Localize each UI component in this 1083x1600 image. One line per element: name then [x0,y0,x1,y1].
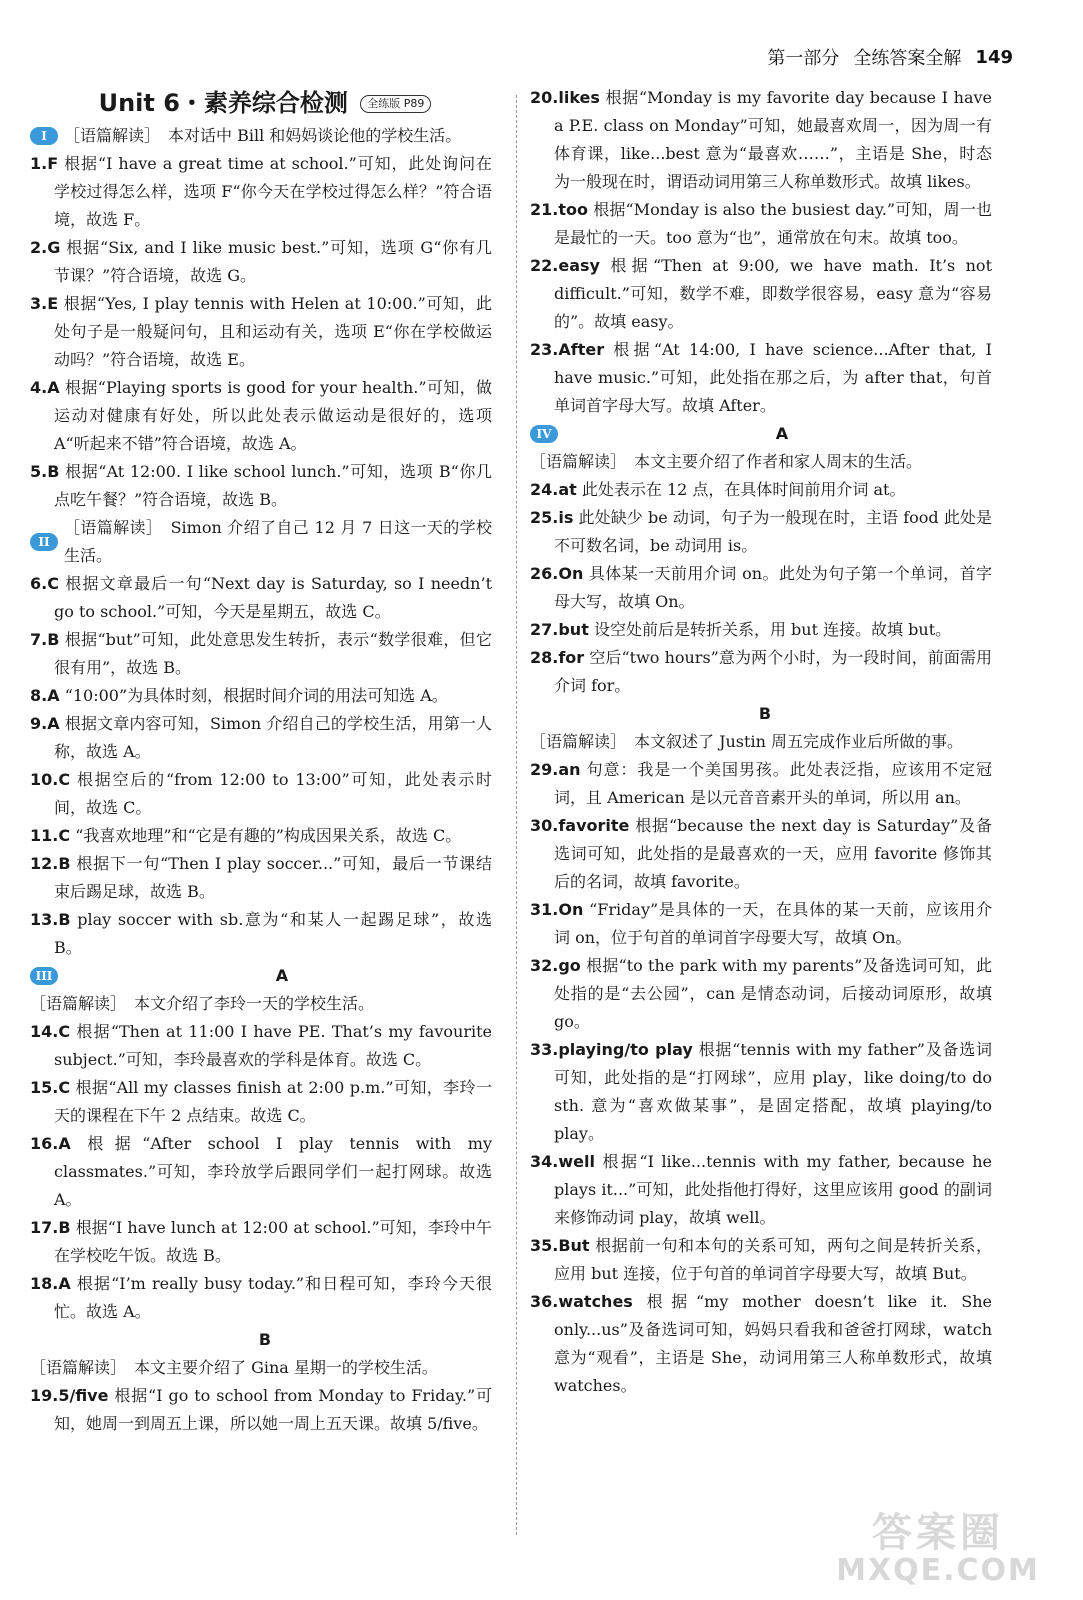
answer-list [530,84,1000,420]
answer-number: 16.A [30,1134,71,1153]
answer-explanation: 根据“I’m really busy today.”和日程可知，李玲今天很忙。故选 A。 [54,1274,492,1321]
section-2-intro [30,514,500,570]
answer-explanation: “我喜欢地理”和“它是有趣的”构成因果关系，故选 C。 [75,826,462,845]
answer-number: 32.go [530,956,581,975]
answer-explanation: 根据“to the park with my parents”及备选词可知，此处指的是“去公园”，can 是情态动词，后接动词原形，故填 go。 [554,956,992,1031]
answer-item [530,756,1000,812]
sub-section-label: B [758,704,772,723]
section-badge: II [30,533,58,551]
answer-explanation: 根据“Yes, I play tennis with Helen at 10:00.”可知，此处句子是一般疑问句，且和运动有关，选项 E“你在学校做运动吗？”符合语境，故选 E。 [54,294,492,369]
answer-item [30,766,500,822]
answer-number: 1.F [30,154,59,173]
answer-number: 20.likes [530,88,600,107]
answer-item [30,1270,500,1326]
answer-item [30,1074,500,1130]
answer-number: 3.E [30,294,59,313]
answer-number: 21.too [530,200,588,219]
answer-explanation: 根据“Then at 9:00, we have math. It’s not difficult.”可知，数学不难，即数学很容易，easy 意为“容易的”。故填 easy。 [554,256,992,331]
answer-number: 30.favorite [530,816,630,835]
answer-number: 34.well [530,1152,595,1171]
answer-item [30,1018,500,1074]
intro-text: ［语篇解读］ 本文主要介绍了作者和家人周末的生活。 [530,452,923,471]
answer-explanation: 根据“because the next day is Saturday”及备选词可知，此处指的是最喜欢的一天，应用 favorite 修饰其后的名词，故填 favorite。 [554,816,992,891]
left-column [30,84,500,1438]
intro-text: ［语篇解读］ 本文介绍了李玲一天的学校生活。 [30,994,375,1013]
answer-number: 10.C [30,770,71,789]
answer-number: 27.but [530,620,589,639]
subtitle-label: 全练答案全解 [853,48,962,69]
answer-item [530,1036,1000,1148]
answer-number: 26.On [530,564,584,583]
answer-explanation: 根据“Monday is also the busiest day.”可知，周一也是最忙的一天。too 意为“也”，通常放在句末。故填 too。 [554,200,992,247]
answer-number: 28.for [530,648,585,667]
answer-number: 4.A [30,378,60,397]
answer-number: 24.at [530,480,577,499]
answer-number: 33.playing/to play [530,1040,693,1059]
section-4-head [530,420,1000,448]
answer-explanation: 根据“I go to school from Monday to Friday.”可知，她周一到周五上课，所以她一周上五天课。故填 5/five。 [54,1386,492,1433]
answer-explanation: 根据“After school I play tennis with my classmates.”可知，李玲放学后跟同学们一起打网球。故选 A。 [54,1134,492,1209]
answer-item [30,682,500,710]
answer-explanation: 根据“tennis with my father”及备选词可知，此处指的是“打网球”，应用 play，like doing/to do sth. 意为“喜欢做某事”，是固定搭配，故填 playing/to play。 [554,1040,992,1143]
column-divider [516,95,517,1535]
answer-explanation: 根据“but”可知，此处意思发生转折，表示“数学很难，但它很有用”，故选 B。 [54,630,492,677]
answer-explanation: 根据前一句和本句的关系可知，两句之间是转折关系，应用 but 连接，位于句首的单词首字母要大写，故填 But。 [554,1236,992,1283]
answer-item [530,1288,1000,1400]
answer-number: 18.A [30,1274,71,1293]
answer-item [30,1130,500,1214]
answer-number: 2.G [30,238,61,257]
answer-item [30,906,500,962]
answer-explanation: 根据下一句“Then I play soccer...”可知，最后一节课结束后踢足球，故选 B。 [54,854,492,901]
section-badge: I [30,127,58,145]
answer-item [30,850,500,906]
answer-number: 11.C [30,826,71,845]
answer-list [30,570,500,962]
answer-number: 5.B [30,462,60,481]
answer-item [30,374,500,458]
section-badge: IV [530,425,558,443]
answer-number: 31.On [530,900,584,919]
answer-number: 23.After [530,340,605,359]
answer-explanation: 此处表示在 12 点，在具体时间前用介词 at。 [581,480,906,499]
intro-text: ［语篇解读］ Simon 介绍了自己 12 月 7 日这一天的学校生活。 [64,518,492,565]
answer-explanation: 根据“I have a great time at school.”可知，此处询问在学校过得怎么样，选项 F“你今天在学校过得怎么样？”符合语境，故选 F。 [54,154,492,229]
answer-explanation: 根据“my mother doesn’t like it. She only...us”及备选词可知，妈妈只看我和爸爸打网球，watch 意为“观看”，主语是 She，动词用第三人称单数形式，故填 watches。 [554,1292,992,1395]
answer-explanation: 根据“Then at 11:00 I have PE. That’s my favourite subject.”可知，李玲最喜欢的学科是体育。故选 C。 [54,1022,492,1069]
answer-explanation: 根据文章内容可知，Simon 介绍自己的学校生活，用第一人称，故选 A。 [54,714,492,761]
answer-explanation: 根据“Six, and I like music best.”可知，选项 G“你有几节课？”符合语境，故选 G。 [54,238,492,285]
title-text: Unit 6・素养综合检测 [98,89,348,117]
watermark-text: 答案圈 [872,1510,1004,1556]
answer-item [30,150,500,234]
answer-explanation: 根据“All my classes finish at 2:00 p.m.”可知，李玲一天的课程在下午 2 点结束。故选 C。 [54,1078,492,1125]
answer-explanation: 设空处前后是转折关系，用 but 连接。故填 but。 [593,620,952,639]
answer-number: 6.C [30,574,59,593]
page-header [767,42,1013,72]
answer-item [530,560,1000,616]
answer-item [30,626,500,682]
answer-explanation: 句意：我是一个美国男孩。此处表泛指，应该用不定冠词，且 American 是以元音音素开头的单词，所以用 an。 [554,760,992,807]
answer-number: 9.A [30,714,60,733]
answer-number: 12.B [30,854,71,873]
answer-item [530,476,1000,504]
answer-number: 35.But [530,1236,590,1255]
answer-explanation: play soccer with sb.意为“和某人一起踢足球”，故选 B。 [54,910,492,957]
answer-explanation: 根据“Monday is my favorite day because I have a P.E. class on Monday”可知，她最喜欢周一，因为周一有体育课，like...best 意为“最喜欢……”，主语是 She，时态为一般现在时，谓语动词用第三人称单数形式。故填 likes。 [554,88,992,191]
watermark-logo [833,1510,1043,1590]
answer-item [530,952,1000,1036]
answer-item [30,710,500,766]
right-column [530,84,1000,1400]
answer-item [530,644,1000,700]
answer-item [530,252,1000,336]
answer-number: 13.B [30,910,71,929]
answer-number: 19.5/five [30,1386,109,1405]
answer-explanation: “10:00”为具体时刻，根据时间介词的用法可知选 A。 [64,686,448,705]
intro-text: ［语篇解读］ 本对话中 Bill 和妈妈谈论他的学校生活。 [64,126,462,145]
answer-number: 22.easy [530,256,600,275]
answer-explanation: 根据“I like...tennis with my father, because he plays it...”可知，此处指他打得好，这里应该用 good 的副词来修饰动词 play，故填 well。 [554,1152,992,1227]
answer-explanation: “Friday”是具体的一天，在具体的某一天前，应该用介词 on，位于句首的单词首字母要大写，故填 On。 [554,900,992,947]
answer-item [30,234,500,290]
intro-text: ［语篇解读］ 本文主要介绍了 Gina 星期一的学校生活。 [30,1358,438,1377]
answer-list [530,476,1000,700]
page-number: 149 [975,46,1013,68]
answer-explanation: 根据“At 14:00, I have science...After that, I have music.”可知，此处指在那之后，为 after that，句首单词首字母大写。故填 After。 [554,340,992,415]
answer-item [530,812,1000,896]
answer-list [530,756,1000,1400]
sub-section-label: A [275,966,289,985]
answer-item [530,896,1000,952]
answer-list [30,150,500,514]
answer-item [530,504,1000,560]
answer-number: 7.B [30,630,60,649]
answer-item [30,1382,500,1438]
answer-item [530,336,1000,420]
answer-list [30,1382,500,1438]
answer-explanation: 具体某一天前用介词 on。此处为句子第一个单词，首字母大写，故填 On。 [554,564,992,611]
answer-item [530,1232,1000,1288]
answer-list [30,1018,500,1326]
title-tag: 全练版 P89 [360,95,431,113]
answer-explanation: 根据“I have lunch at 12:00 at school.”可知，李玲中午在学校吃午饭。故选 B。 [54,1218,492,1265]
section-1-intro [30,122,500,150]
answer-number: 29.an [530,760,581,779]
answer-item [30,570,500,626]
answer-number: 17.B [30,1218,71,1237]
sub-section-label: A [775,424,789,443]
answer-explanation: 根据文章最后一句“Next day is Saturday, so I needn’t go to school.”可知，今天是星期五，故选 C。 [54,574,492,621]
answer-explanation: 根据空后的“from 12:00 to 13:00”可知，此处表示时间，故选 C。 [54,770,492,817]
answer-explanation: 根据“Playing sports is good for your health.”可知，做运动对健康有好处，所以此处表示做运动是很好的，选项 A“听起来不错”符合语境，故选 A。 [54,378,492,453]
section-3-head [30,962,500,990]
answer-item [530,196,1000,252]
section-badge: III [30,967,58,985]
intro-text: ［语篇解读］ 本文叙述了 Justin 周五完成作业后所做的事。 [530,732,963,751]
answer-item [30,822,500,850]
answer-number: 36.watches [530,1292,633,1311]
answer-number: 8.A [30,686,60,705]
answer-item [30,290,500,374]
answer-number: 25.is [530,508,574,527]
page-title [30,84,500,122]
answer-item [530,84,1000,196]
answer-number: 15.C [30,1078,71,1097]
answer-explanation: 根据“At 12:00. I like school lunch.”可知，选项 B“你几点吃午餐？”符合语境，故选 B。 [54,462,492,509]
sub-section-label: B [258,1330,272,1349]
answer-item [30,458,500,514]
answer-item [530,616,1000,644]
answer-explanation: 空后“two hours”意为两个小时，为一段时间，前面需用介词 for。 [554,648,992,695]
watermark-url: MXQE.COM [836,1553,1040,1588]
section-label: 第一部分 [767,48,840,69]
answer-explanation: 此处缺少 be 动词，句子为一般现在时，主语 food 此处是不可数名词，be 动词用 is。 [554,508,992,555]
answer-item [30,1214,500,1270]
answer-number: 14.C [30,1022,71,1041]
answer-item [530,1148,1000,1232]
